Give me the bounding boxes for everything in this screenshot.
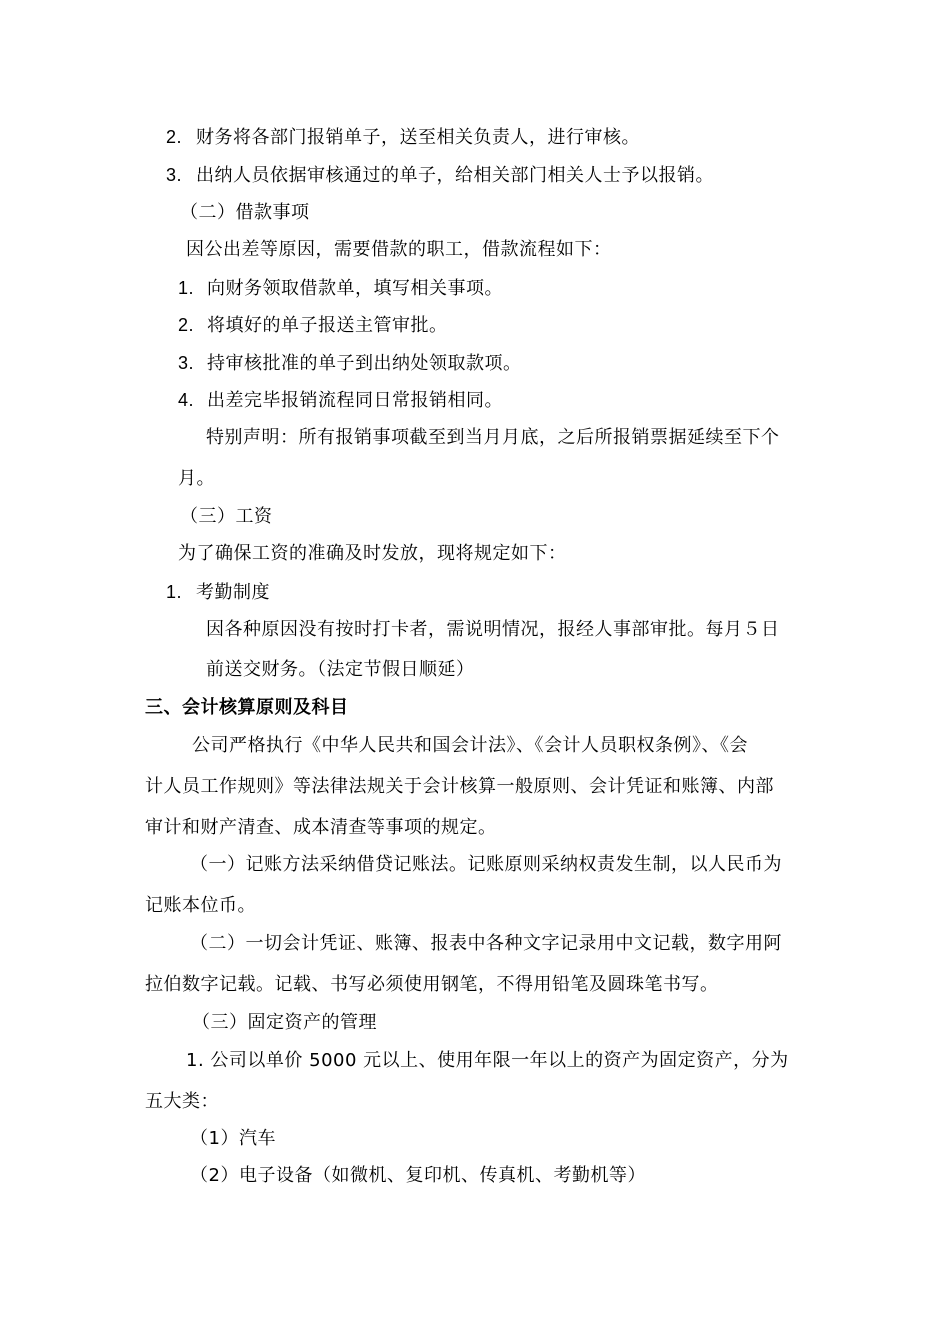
list-text: 持审核批准的单子到出纳处领取款项。 — [207, 353, 522, 374]
subheading-salary: （三）工资 — [180, 506, 273, 527]
paragraph-accounting-law-cont: 计人员工作规则》等法律法规关于会计核算一般原则、会计凭证和账簿、内部 — [145, 776, 774, 797]
special-notice: 特别声明：所有报销事项截至到当月月底，之后所报销票据延续至下个 — [206, 427, 780, 448]
list-item-3 — [166, 163, 714, 188]
list-text: 考勤制度 — [196, 582, 270, 603]
list-item-1 — [178, 276, 503, 301]
asset-category-2: （2）电子设备（如微机、复印机、传真机、考勤机等） — [190, 1165, 646, 1186]
list-item-1 — [166, 580, 270, 605]
list-number: 2. — [166, 127, 183, 147]
list-text: 财务将各部门报销单子，送至相关负责人，进行审核。 — [196, 127, 640, 148]
list-item-4 — [178, 388, 503, 413]
special-notice-cont: 月。 — [178, 468, 215, 489]
attendance-rule-cont: 前送交财务。（法定节假日顺延） — [206, 659, 475, 680]
paragraph-fixed-assets: 1. 公司以单价 5000 元以上、使用年限一年以上的资产为固定资产，分为 — [186, 1050, 789, 1071]
paragraph-records: （二）一切会计凭证、账簿、报表中各种文字记录用中文记载，数字用阿 — [190, 933, 782, 954]
paragraph-fixed-assets-cont: 五大类： — [145, 1091, 219, 1112]
list-number: 3. — [178, 353, 195, 373]
list-text: 出差完毕报销流程同日常报销相同。 — [207, 390, 503, 411]
asset-category-1: （1）汽车 — [190, 1128, 276, 1149]
attendance-rule: 因各种原因没有按时打卡者，需说明情况，报经人事部审批。每月５日 — [206, 619, 780, 640]
list-number: 4. — [178, 390, 195, 410]
list-text: 出纳人员依据审核通过的单子，给相关部门相关人士予以报销。 — [196, 165, 714, 186]
list-number: 3. — [166, 165, 183, 185]
subheading-fixed-assets: （三）固定资产的管理 — [192, 1012, 377, 1033]
paragraph-accounting-law: 公司严格执行《中华人民共和国会计法》、《会计人员职权条例》、《会 — [192, 735, 748, 756]
subheading-loan: （二）借款事项 — [180, 202, 310, 223]
list-item-2 — [178, 313, 448, 338]
list-number: 1. — [166, 582, 183, 602]
paragraph-bookkeeping: （一）记账方法采纳借贷记账法。记账原则采纳权责发生制，以人民币为 — [190, 854, 782, 875]
paragraph-accounting-law-end: 审计和财产清查、成本清查等事项的规定。 — [145, 817, 497, 838]
list-number: 2. — [178, 315, 195, 335]
list-item-3 — [178, 351, 522, 376]
paragraph-bookkeeping-cont: 记账本位币。 — [145, 895, 256, 916]
list-item-2 — [166, 125, 640, 150]
paragraph-salary-intro: 为了确保工资的准确及时发放，现将规定如下： — [178, 543, 567, 564]
list-text: 将填好的单子报送主管审批。 — [207, 315, 448, 336]
list-number: 1. — [178, 278, 195, 298]
paragraph-records-cont: 拉伯数字记载。记载、书写必须使用钢笔，不得用铅笔及圆珠笔书写。 — [145, 974, 719, 995]
list-text: 向财务领取借款单，填写相关事项。 — [207, 278, 503, 299]
section-heading-accounting: 三、会计核算原则及科目 — [145, 697, 349, 718]
paragraph-loan-intro: 因公出差等原因，需要借款的职工，借款流程如下： — [186, 239, 612, 260]
